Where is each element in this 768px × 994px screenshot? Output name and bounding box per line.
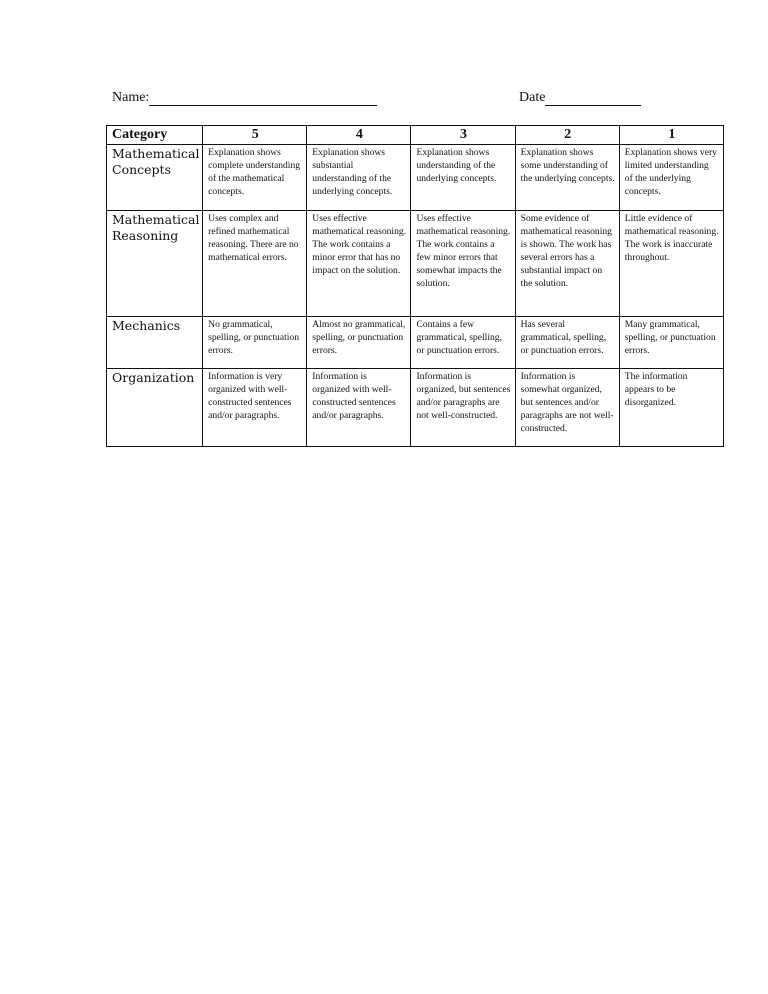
- table-cell: Information is organized with well-constructed sentences and/or paragraphs.: [307, 369, 411, 447]
- row-category: Mathematical Reasoning: [107, 211, 203, 317]
- table-cell: Information is somewhat organized, but sentences and/or paragraphs are not well-constructed.: [515, 369, 619, 447]
- table-row: [107, 145, 724, 211]
- table-cell: Explanation shows very limited understanding of the underlying concepts.: [619, 145, 723, 211]
- table-cell: Contains a few grammatical, spelling, or punctuation errors.: [411, 317, 515, 369]
- table-cell: No grammatical, spelling, or punctuation errors.: [203, 317, 307, 369]
- table-cell: Information is organized, but sentences and/or paragraphs are not well-constructed.: [411, 369, 515, 447]
- name-label: Name:: [112, 90, 150, 105]
- rubric-table: [106, 125, 724, 447]
- date-blank-line[interactable]: [545, 91, 641, 106]
- score-header-2: 2: [515, 126, 619, 145]
- table-cell: Uses complex and refined mathematical reasoning. There are no mathematical errors.: [203, 211, 307, 317]
- table-cell: Information is very organized with well-constructed sentences and/or paragraphs.: [203, 369, 307, 447]
- table-row: [107, 369, 724, 447]
- name-field[interactable]: [112, 90, 377, 106]
- score-header-4: 4: [307, 126, 411, 145]
- category-header: Category: [107, 126, 203, 145]
- score-header-5: 5: [203, 126, 307, 145]
- table-cell: Explanation shows understanding of the underlying concepts.: [411, 145, 515, 211]
- row-category: Mechanics: [107, 317, 203, 369]
- table-cell: Explanation shows complete understanding of the mathematical concepts.: [203, 145, 307, 211]
- date-label: Date: [519, 90, 546, 105]
- table-row: [107, 211, 724, 317]
- row-category: Organization: [107, 369, 203, 447]
- table-cell: Explanation shows some understanding of the underlying concepts.: [515, 145, 619, 211]
- table-cell: Has several grammatical, spelling, or punctuation errors.: [515, 317, 619, 369]
- table-cell: Many grammatical, spelling, or punctuation errors.: [619, 317, 723, 369]
- score-header-1: 1: [619, 126, 723, 145]
- name-blank-line[interactable]: [149, 91, 377, 106]
- table-cell: Explanation shows substantial understanding of the underlying concepts.: [307, 145, 411, 211]
- score-header-3: 3: [411, 126, 515, 145]
- date-field[interactable]: [519, 90, 641, 106]
- table-cell: Little evidence of mathematical reasoning. The work is inaccurate throughout.: [619, 211, 723, 317]
- table-cell: Some evidence of mathematical reasoning is shown. The work has several errors has a substantial impact on the solution.: [515, 211, 619, 317]
- table-row: [107, 317, 724, 369]
- header-row: [107, 126, 724, 145]
- table-cell: Uses effective mathematical reasoning. The work contains a few minor errors that somewhat impacts the solution.: [411, 211, 515, 317]
- table-cell: Almost no grammatical, spelling, or punctuation errors.: [307, 317, 411, 369]
- row-category: Mathematical Concepts: [107, 145, 203, 211]
- table-cell: The information appears to be disorganized.: [619, 369, 723, 447]
- table-cell: Uses effective mathematical reasoning. The work contains a minor error that has no impact on the solution.: [307, 211, 411, 317]
